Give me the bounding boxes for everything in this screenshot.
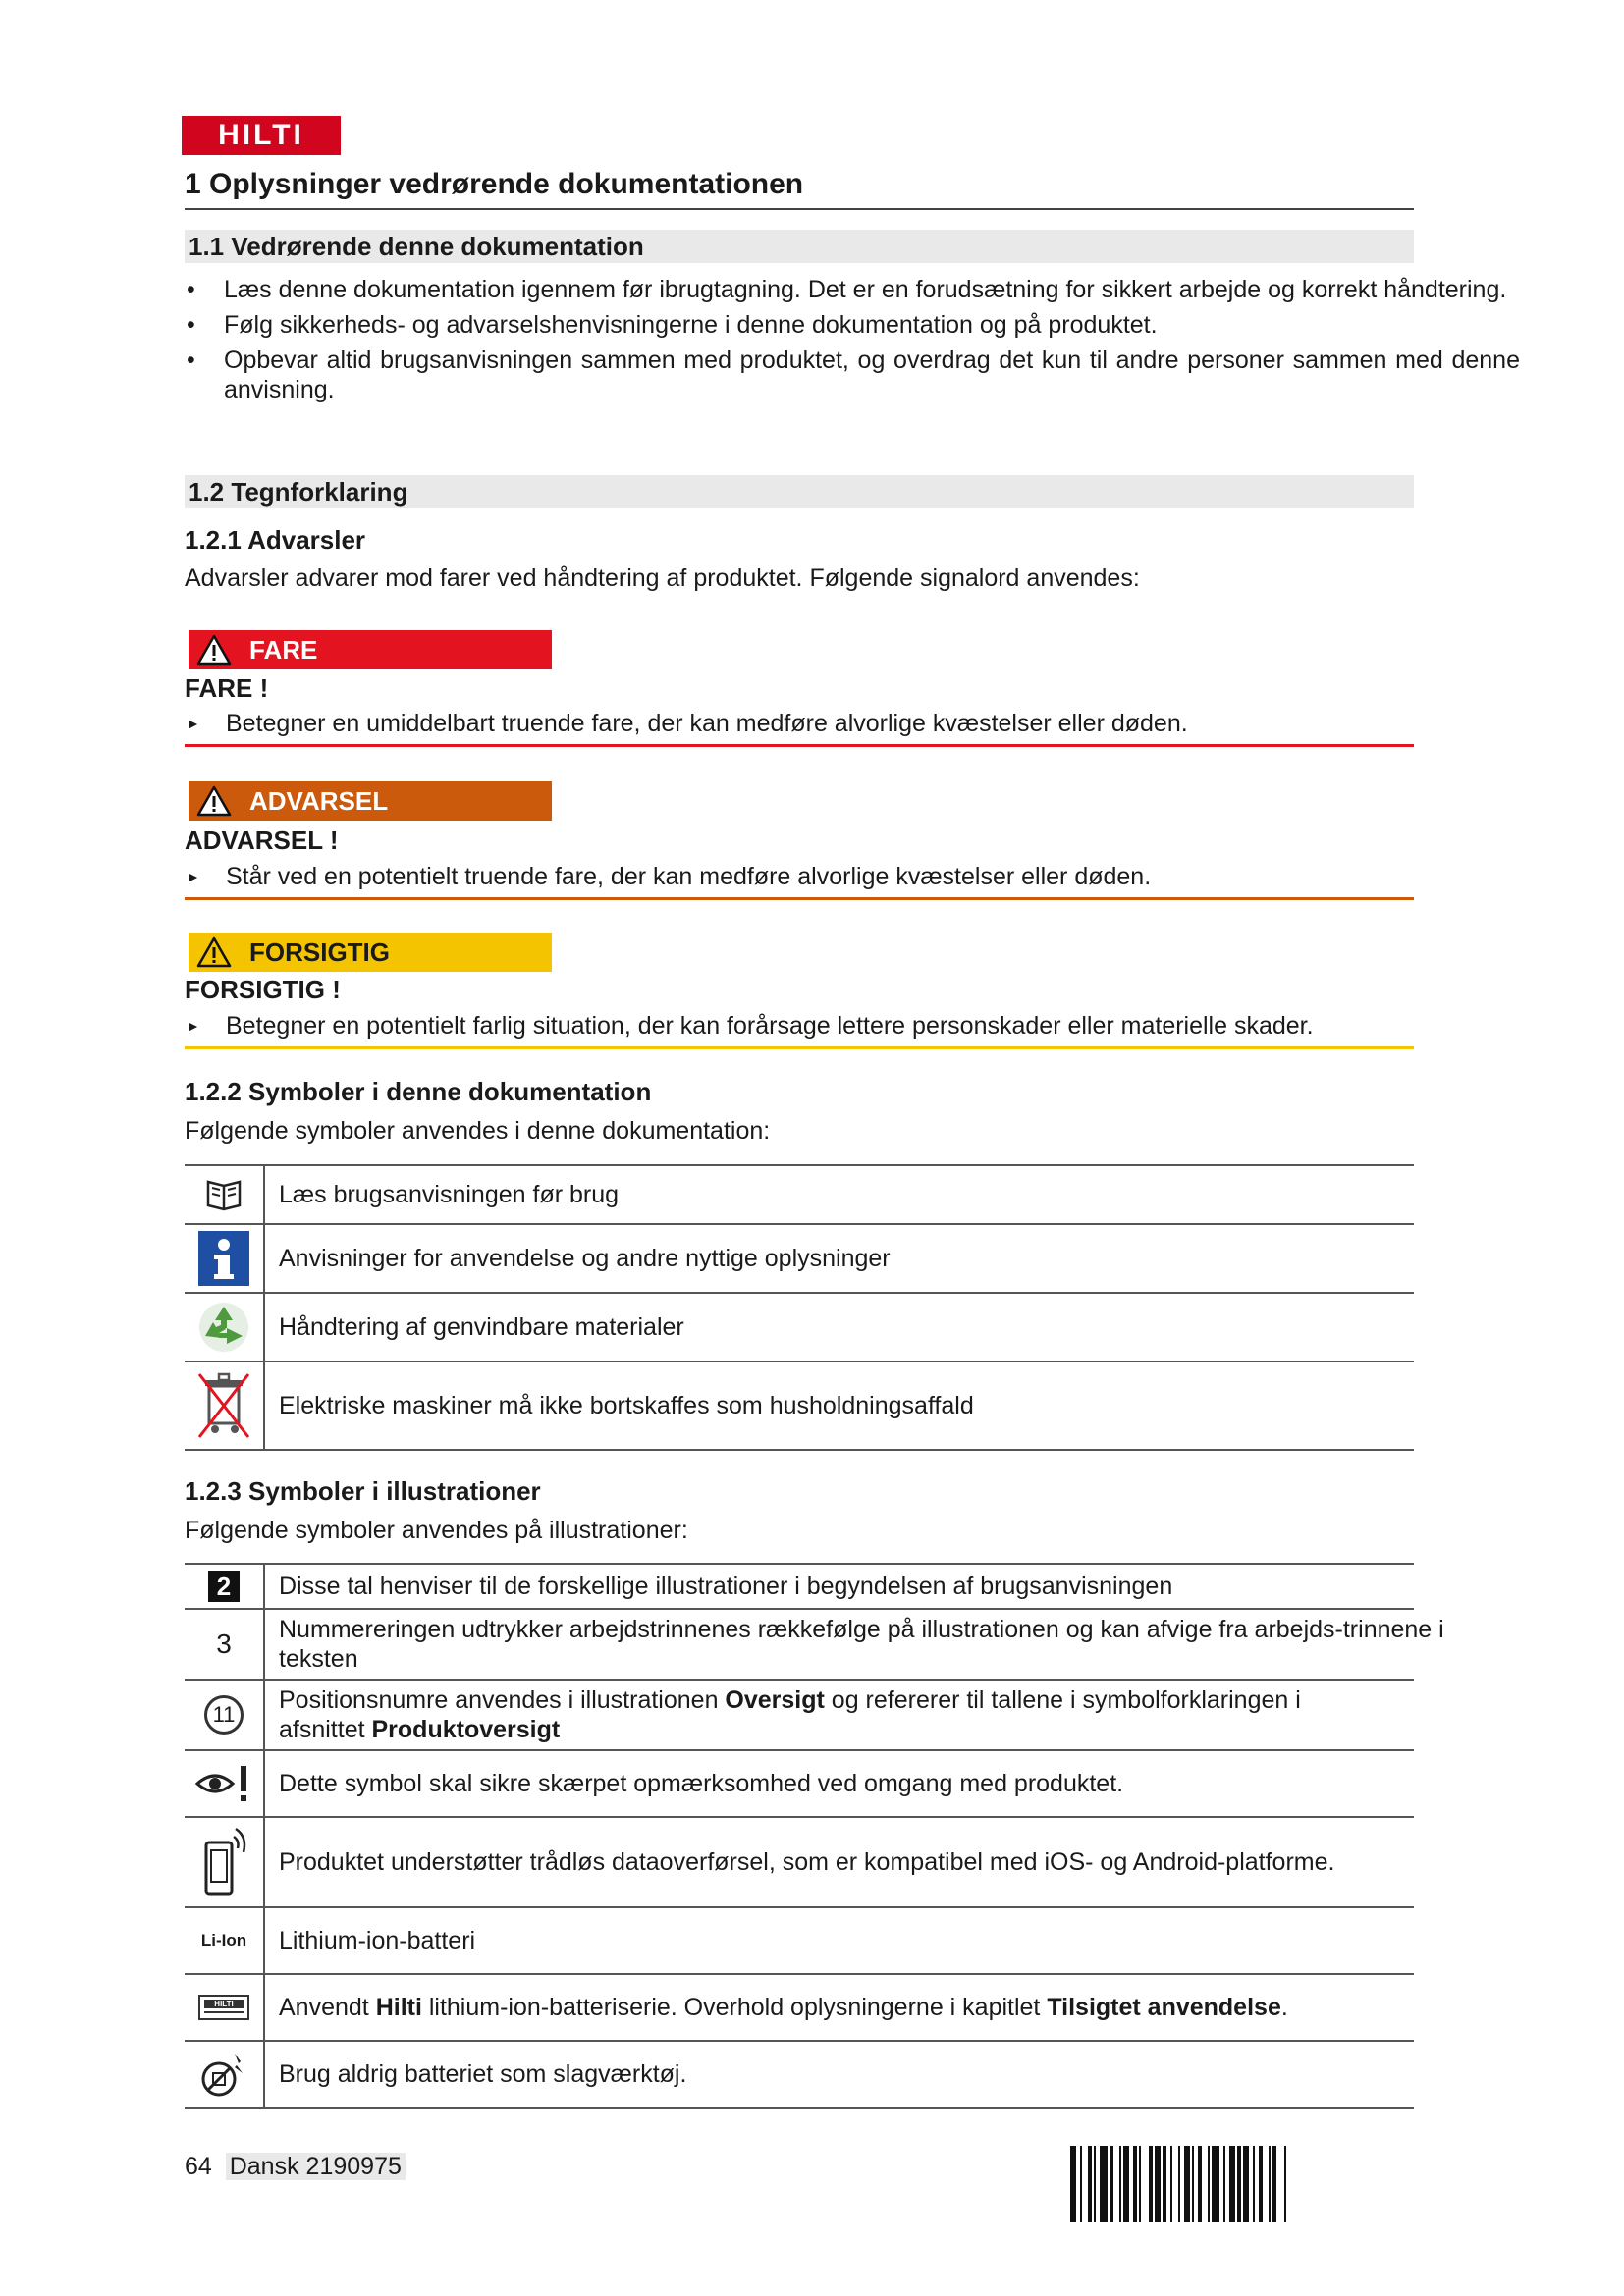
step-number-icon [185, 1610, 265, 1679]
battery-logo-text: HILTI [204, 2000, 244, 2008]
recycle-icon [185, 1294, 265, 1361]
table-cell-text: Lithium-ion-batteri [279, 1927, 476, 1954]
table-row [185, 1908, 1414, 1975]
danger-badge [189, 630, 552, 669]
table-row [185, 1225, 1414, 1294]
no-hammer-icon [185, 2042, 265, 2107]
crossed-bin-icon [185, 1362, 265, 1449]
bullet-list [185, 275, 1520, 410]
text-bold-segment: Hilti [375, 1994, 422, 2021]
barcode [1070, 2146, 1408, 2222]
section-1-2-2-title: 1.2.2 Symboler i denne dokumentation [185, 1077, 652, 1106]
warning-triangle-icon [196, 634, 232, 666]
bullet-item: • Læs denne dokumentation igennem før ibrugtagning. Det er en forudsætning for sikkert arbejde og korrekt håndtering. [185, 275, 1520, 304]
table-cell-text: Elektriske maskiner må ikke bortskaffes som husholdningsaffald [279, 1392, 974, 1419]
wireless-phone-icon [185, 1818, 265, 1906]
symbols-doc-table [185, 1164, 1414, 1451]
warning-description-text: Står ved en potentielt truende fare, der kan medføre alvorlige kvæstelser eller døden. [226, 863, 1152, 890]
figure-number-text: 2 [208, 1571, 240, 1602]
danger-badge-label: FARE [249, 635, 318, 665]
table-row [185, 2042, 1414, 2109]
battery-series-icon [185, 1975, 265, 2040]
caution-badge-label: FORSIGTIG [249, 937, 390, 967]
li-ion-text: Li-Ion [200, 1931, 247, 1949]
position-number-icon [185, 1681, 265, 1749]
logo-text: HILTI [218, 119, 304, 151]
danger-description-text: Betegner en umiddelbart truende fare, der kan medføre alvorlige kvæstelser eller døden. [226, 710, 1188, 737]
li-ion-icon [185, 1908, 265, 1973]
barcode-bar [1100, 2146, 1108, 2222]
table-row [185, 1565, 1414, 1610]
section-1-2-1-title: 1.2.1 Advarsler [185, 525, 366, 555]
page-number: 64 [185, 2153, 212, 2180]
caution-signal-word: FORSIGTIG ! [185, 975, 341, 1004]
text-bold-segment: Tilsigtet anvendelse [1047, 1994, 1281, 2021]
table-row [185, 1975, 1414, 2042]
barcode-bar [1286, 2146, 1292, 2222]
arrow-icon: ► [187, 1018, 200, 1034]
table-cell-text: Anvisninger for anvendelse og andre nyttige oplysninger [279, 1245, 891, 1272]
table-row [185, 1818, 1414, 1908]
hilti-logo [182, 116, 341, 155]
arrow-icon: ► [187, 716, 200, 731]
bullet-item: • Opbevar altid brugsanvisningen sammen med produktet, og overdrag det kun til andre personer sammen med denne anvisning. [185, 346, 1520, 404]
caution-description [185, 1011, 1414, 1049]
table-cell-text: Produktet understøtter trådløs dataoverførsel, som er kompatibel med iOS- og Android-platforme. [279, 1848, 1335, 1876]
language-text: Dansk [229, 2153, 299, 2180]
footer-language [226, 2153, 406, 2180]
table-row [185, 1166, 1414, 1225]
section-1-2-title: 1.2 Tegnforklaring [185, 475, 1414, 508]
section-1-2-3-title: 1.2.3 Symboler i illustrationer [185, 1476, 541, 1506]
warning-signal-word: ADVARSEL ! [185, 826, 339, 855]
text-bold-segment: Oversigt [725, 1686, 825, 1714]
table-cell-text: Dette symbol skal sikre skærpet opmærksomhed ved omgang med produktet. [279, 1770, 1124, 1797]
warning-badge-label: ADVARSEL [249, 786, 389, 816]
table-cell-text: Nummereringen udtrykker arbejdstrinnenes rækkefølge på illustrationen og kan afvige fra arbejds-trinnene i teksten [279, 1616, 1444, 1673]
table-row [185, 1294, 1414, 1362]
symbols-doc-intro: Følgende symboler anvendes i denne dokumentation: [185, 1117, 771, 1145]
section-1-title: 1 Oplysninger vedrørende dokumentationen [185, 165, 1414, 210]
section-1-1-title: 1.1 Vedrørende denne dokumentation [185, 230, 1414, 263]
table-cell-text: Disse tal henviser til de forskellige illustrationer i begyndelsen af brugsanvisningen [279, 1573, 1173, 1600]
text-segment: og refererer til tallene i symbolforklaringen i afsnittet [279, 1686, 1301, 1743]
danger-signal-word: FARE ! [185, 673, 269, 703]
bullet-item: • Følg sikkerheds- og advarselshenvisningerne i denne dokumentation og på produktet. [185, 310, 1520, 340]
table-row [185, 1362, 1414, 1451]
table-cell-text [265, 1685, 1345, 1744]
arrow-icon: ► [187, 869, 200, 884]
table-row [185, 1751, 1414, 1818]
table-cell-text [265, 1993, 1288, 2022]
caution-badge [189, 933, 552, 972]
table-cell-text: Brug aldrig batteriet som slagværktøj. [279, 2060, 687, 2088]
book-icon [185, 1166, 265, 1223]
table-row [185, 1610, 1444, 1681]
caution-description-text: Betegner en potentielt farlig situation, der kan forårsage lettere personskader eller materielle skader. [226, 1012, 1314, 1040]
text-bold-segment: Produktoversigt [371, 1716, 561, 1743]
page-footer [185, 2152, 406, 2181]
doc-number: 2190975 [305, 2153, 402, 2180]
barcode-bar [1141, 2146, 1149, 2222]
figure-number-icon [185, 1565, 265, 1608]
eye-attention-icon [185, 1751, 265, 1816]
barcode-bar [1212, 2146, 1219, 2222]
step-number-text: 3 [216, 1629, 232, 1659]
text-segment: Positionsnumre anvendes i illustrationen [279, 1686, 726, 1714]
position-number-text: 11 [204, 1695, 244, 1735]
text-segment: Anvendt [279, 1994, 376, 2021]
warning-description [185, 862, 1414, 900]
symbols-illus-table [185, 1563, 1444, 2109]
text-segment: lithium-ion-batteriserie. Overhold oplysningerne i kapitlet [421, 1994, 1048, 2021]
warning-badge [189, 781, 552, 821]
warnings-intro: Advarsler advarer mod farer ved håndtering af produktet. Følgende signalord anvendes: [185, 564, 1140, 592]
warning-triangle-icon [196, 785, 232, 817]
table-row [185, 1681, 1414, 1751]
warning-triangle-icon [196, 936, 232, 968]
table-cell-text: Læs brugsanvisningen før brug [279, 1181, 620, 1208]
danger-description [185, 709, 1414, 747]
info-icon [185, 1225, 265, 1292]
barcode-bar [1276, 2146, 1284, 2222]
text-segment: . [1280, 1994, 1288, 2021]
symbols-illus-intro: Følgende symboler anvendes på illustrationer: [185, 1517, 688, 1544]
table-cell-text: Håndtering af genvindbare materialer [279, 1313, 684, 1341]
